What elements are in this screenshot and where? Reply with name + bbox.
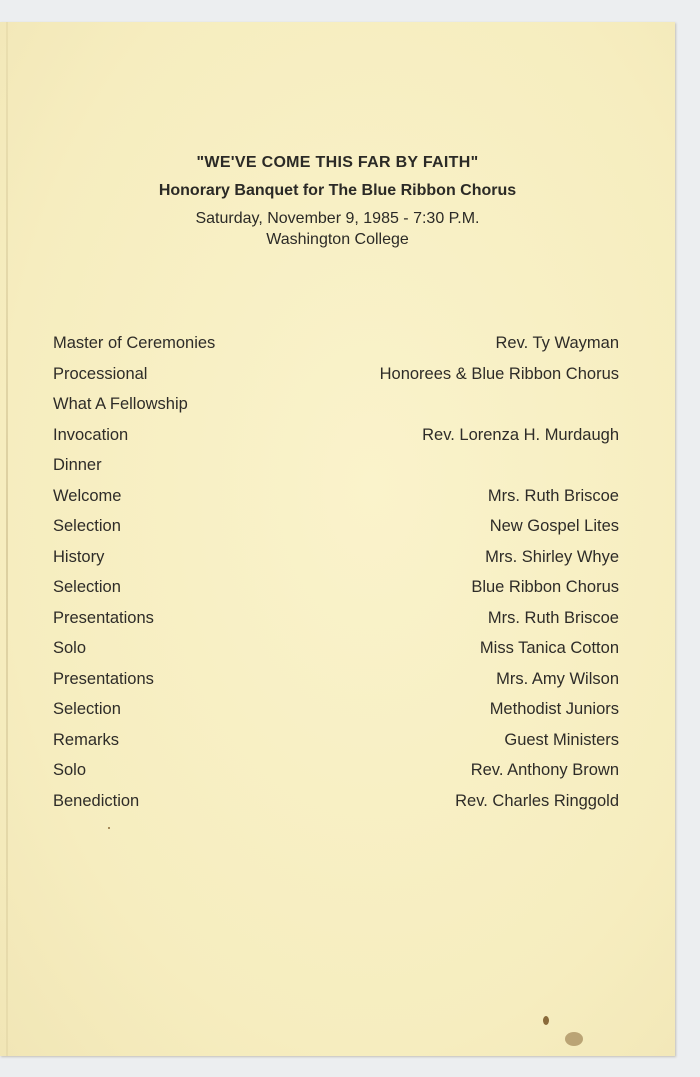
program-sheet: [0, 22, 675, 1056]
event-location: Washington College: [266, 231, 409, 248]
program-row: [53, 633, 619, 664]
program-row: [53, 511, 619, 542]
program-person: Rev. Ty Wayman: [495, 334, 619, 352]
program-list: [53, 328, 619, 816]
program-row: [53, 786, 619, 817]
program-item: Benediction: [53, 791, 140, 810]
program-person: Methodist Juniors: [489, 700, 619, 718]
program-row: [53, 725, 619, 756]
program-row: [53, 664, 619, 695]
program-item: Presentations: [53, 669, 154, 688]
program-row: [53, 420, 619, 451]
program-person: New Gospel Lites: [489, 517, 619, 535]
paper-stain: [543, 1016, 549, 1025]
program-header: [0, 154, 675, 250]
program-row: [53, 389, 619, 420]
program-item: History: [53, 547, 105, 566]
program-item: Dinner: [53, 456, 102, 474]
program-row: [53, 603, 619, 634]
program-person: Mrs. Ruth Briscoe: [487, 608, 619, 627]
event-title: "WE'VE COME THIS FAR BY FAITH": [196, 154, 479, 171]
program-item: Solo: [53, 761, 87, 779]
program-item: Invocation: [53, 425, 129, 444]
program-row: [53, 450, 619, 481]
program-row: [53, 542, 619, 573]
program-person: Blue Ribbon Chorus: [471, 578, 619, 596]
program-item: Processional: [53, 364, 148, 383]
event-date: Saturday, November 9, 1985 - 7:30 P.M.: [195, 210, 480, 227]
program-person: Mrs. Shirley Whye: [485, 547, 619, 566]
program-row: [53, 481, 619, 512]
program-item: Presentations: [53, 608, 154, 627]
program-item: Selection: [53, 578, 121, 596]
program-item: What A Fellowship: [53, 395, 188, 413]
program-row: [53, 572, 619, 603]
program-row: [53, 755, 619, 786]
paper-speck: [108, 827, 110, 829]
program-person: Honorees & Blue Ribbon Chorus: [379, 364, 619, 383]
program-person: Mrs. Ruth Briscoe: [487, 486, 619, 505]
program-person: Rev. Charles Ringgold: [455, 791, 619, 810]
program-item: Selection: [53, 700, 121, 718]
program-item: Master of Ceremonies: [53, 334, 216, 352]
program-person: Rev. Anthony Brown: [470, 761, 619, 779]
program-item: Welcome: [53, 486, 122, 505]
program-row: [53, 359, 619, 390]
event-subtitle: Honorary Banquet for The Blue Ribbon Chorus: [158, 182, 517, 199]
program-item: Selection: [53, 517, 121, 535]
program-item: Solo: [53, 639, 87, 657]
program-person: Guest Ministers: [504, 730, 619, 749]
program-item: Remarks: [53, 730, 120, 749]
program-person: Mrs. Amy Wilson: [496, 669, 619, 688]
program-person: Rev. Lorenza H. Murdaugh: [422, 425, 619, 444]
program-row: [53, 694, 619, 725]
program-row: [53, 328, 619, 359]
program-person: Miss Tanica Cotton: [479, 639, 619, 657]
paper-stain: [565, 1032, 583, 1046]
